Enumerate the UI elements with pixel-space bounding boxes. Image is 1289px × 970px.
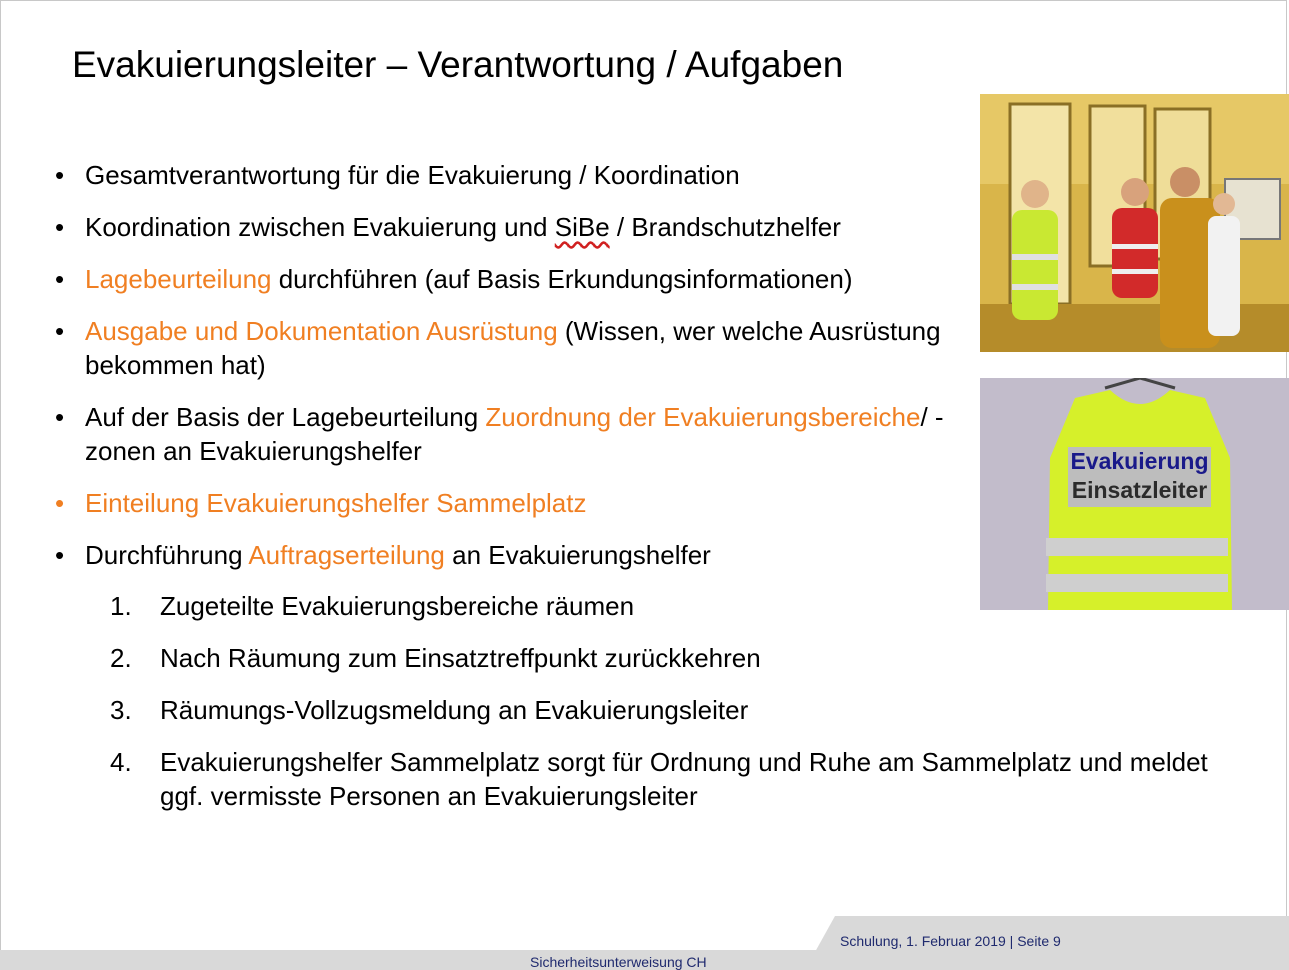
bullet-text: durchführen (auf Basis Erkundungsinformationen) xyxy=(271,264,853,294)
vest-label xyxy=(1068,447,1211,507)
footer-organization: Sicherheitsunterweisung CH xyxy=(530,954,707,970)
bullet-item xyxy=(55,158,955,192)
bullet-highlight: Auftragserteilung xyxy=(248,540,445,570)
bullet-text: Durchführung xyxy=(85,540,249,570)
step-number: 2. xyxy=(110,643,132,673)
bullet-highlight: Einteilung Evakuierungshelfer Sammelplatz xyxy=(85,488,587,518)
step-number: 3. xyxy=(110,695,132,725)
bullet-text: an Evakuierungshelfer xyxy=(444,540,711,570)
bullet-text: / -zonen an Evakuierungshelfer xyxy=(85,402,944,466)
bullet-text: Gesamtverantwortung für die Evakuierung / Koordination xyxy=(85,160,740,190)
bullet-dot: • xyxy=(55,540,65,570)
step-text: Zugeteilte Evakuierungsbereiche räumen xyxy=(160,591,635,621)
bullet-highlight: Lagebeurteilung xyxy=(85,264,272,294)
bullet-highlight: Zuordnung der Evakuierungsbereiche xyxy=(485,402,921,432)
bullet-item xyxy=(55,262,955,296)
bullet-highlight: Ausgabe und Dokumentation Ausrüstung xyxy=(85,316,558,346)
list-item xyxy=(110,745,1210,813)
bullet-text: Koordination zwischen Evakuierung und xyxy=(85,212,555,242)
team-photo-graphic xyxy=(980,94,1289,352)
bullet-dot: • xyxy=(55,402,65,432)
bullet-dot: • xyxy=(55,316,65,346)
bullet-text: (Wissen, wer welche Ausrüstung bekommen hat) xyxy=(85,316,941,380)
team-photo xyxy=(980,94,1289,352)
slide-title: Evakuierungsleiter – Verantwortung / Aufgaben xyxy=(72,44,844,85)
bullet-item xyxy=(55,538,955,572)
step-text: Evakuierungshelfer Sammelplatz sorgt für Ordnung und Ruhe am Sammelplatz und meldet ggf. vermisste Personen an Evakuierungsleiter xyxy=(160,747,1208,811)
list-item xyxy=(110,641,1210,675)
bullet-list xyxy=(55,158,955,590)
vest-label-line2: Einsatzleiter xyxy=(1071,477,1208,503)
bullet-dot: • xyxy=(55,160,65,190)
bullet-item xyxy=(55,400,955,468)
step-text: Nach Räumung zum Einsatztreffpunkt zurückkehren xyxy=(160,643,761,673)
vest-label-line1: Evakuierung xyxy=(1070,448,1209,474)
bullet-dot: • xyxy=(55,212,65,242)
bullet-dot: • xyxy=(55,488,65,518)
bullet-dot: • xyxy=(55,264,65,294)
bullet-item xyxy=(55,314,955,382)
footer-date-page: Schulung, 1. Februar 2019 | Seite 9 xyxy=(840,933,1061,949)
step-number: 1. xyxy=(110,591,132,621)
step-number: 4. xyxy=(110,747,132,777)
bullet-item xyxy=(55,210,955,244)
list-item xyxy=(110,693,1210,727)
bullet-text: / Brandschutzhelfer xyxy=(609,212,841,242)
numbered-list xyxy=(110,589,1210,831)
bullet-item xyxy=(55,486,955,520)
step-text: Räumungs-Vollzugsmeldung an Evakuierungsleiter xyxy=(160,695,749,725)
bullet-text: Auf der Basis der Lagebeurteilung xyxy=(85,402,486,432)
spellcheck-word: SiBe xyxy=(554,212,610,242)
